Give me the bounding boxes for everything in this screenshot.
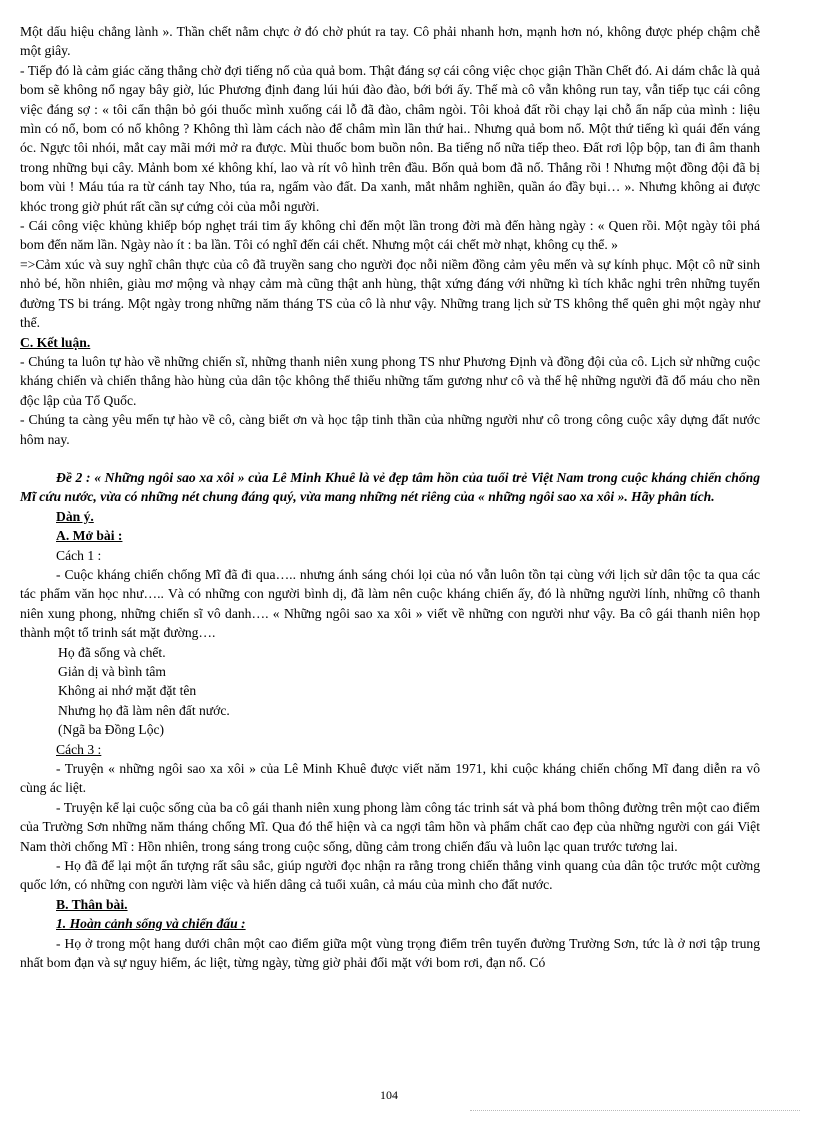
exam-question-title: Đề 2 : « Những ngôi sao xa xôi » của Lê Minh Khuê là vẻ đẹp tâm hồn của tuổi trẻ Việt Nam trong cuộc kháng chiến chống Mĩ cứu nước, vừa có những nét chung đáng quý, vừa mang những nét riêng của « những ngôi sao xa xôi ». Hãy phân tích. (20, 469, 760, 505)
subsection-heading: 1. Hoàn cảnh sống và chiến đấu : (56, 916, 246, 932)
paragraph: - Cái công việc khủng khiếp bóp nghẹt trái tim ấy không chỉ đến một lần trong đời mà đến hàng ngày : « Quen rồi. Một ngày tôi phá bom đến năm lần. Ngày nào ít : ba lần. Tôi có nghĩ đến cái chết. Nhưng một cái chết mờ nhạt, không cụ thể. » (20, 218, 760, 253)
paragraph: - Chúng ta càng yêu mến tự hào về cô, càng biết ơn và học tập tinh thần của những người như cô trong công cuộc xây dựng đất nước hôm nay. (20, 412, 760, 447)
paragraph: - Cuộc kháng chiến chống Mĩ đã đi qua….. nhưng ánh sáng chói lọi của nó vẫn luôn tồn tại cùng với lịch sử dân tộc ta qua các tác phẩm văn học như….. Và có những con người bình dị, đã làm nên cuộc kháng chiến ấy, đó là những người lính, những cô thanh niên xung phong, những chiến sĩ vô danh…. « Những ngôi sao xa xôi » viết về những con người như vậy. Ba cô gái thanh niên họp thành một tổ trinh sát mặt đường…. (20, 566, 760, 641)
outline-heading: Dàn ý. (56, 508, 94, 524)
paragraph: - Chúng ta luôn tự hào về những chiến sĩ, những thanh niên xung phong TS như Phương Định và đồng đội của cô. Lịch sử những cuộc kháng chiến và chiến thắng hào hùng của dân tộc không thể thiếu những tấm gương như cô và thế hệ những người đã đổ máu cho nền độc lập của Tổ Quốc. (20, 353, 760, 408)
paragraph: - Truyện « những ngôi sao xa xôi » của Lê Minh Khuê được viết năm 1971, khi cuộc kháng chiến chống Mĩ đang diễn ra vô cùng ác liệt. (20, 761, 760, 796)
poem-line: Giản dị và bình tâm (58, 664, 166, 679)
page-number: 104 (380, 1088, 398, 1102)
section-heading-a: A. Mở bài : (56, 528, 123, 544)
footer-dotted-line (470, 1110, 800, 1111)
method-label: Cách 1 : (56, 547, 102, 563)
poem-line: Họ đã sống và chết. (58, 644, 166, 660)
spacer (20, 449, 760, 468)
poem-source: (Ngã ba Đồng Lộc) (58, 722, 165, 738)
paragraph: Một dấu hiệu chẳng lành ». Thần chết nằm chực ở đó chờ phút ra tay. Cô phải nhanh hơn, mạnh hơn nó, không được phép chậm chễ một giây. (20, 24, 760, 59)
paragraph: - Tiếp đó là cảm giác căng thẳng chờ đợi tiếng nổ của quả bom. Thật đáng sợ cái công việc chọc giận Thần Chết đó. Ai dám chắc là quả bom sẽ không nổ ngay bây giờ, lúc Phương định đang lúi húi đào đào, bới bới ấy. Thế mà cô vẫn không run tay, vẫn tiếp tục cái công việc đáng sợ : « tôi cẩn thận bỏ gói thuốc mình xuống cái lỗ đã đào, châm ngòi. Tôi khoả đất rồi chạy lại chỗ ẩn nấp của mình : liệu mìn có nổ, bom có nổ không ? Không thì làm cách nào để châm mìn lần thứ hai.. Nhưng quả bom nổ. Một thứ tiếng kì quái đến váng óc. Ngực tôi nhói, mắt cay mãi mới mở ra được. Mùi thuốc bom buồn nôn. Ba tiếng nổ nữa tiếp theo. Đất rơi lộp bộp, tan đi âm thanh trong những bụi cây. Mảnh bom xé không khí, lao và rít vô hình trên đầu. Bốn quả bom đã nổ. Thắng rồi ! Nhưng một đồng đội đã bị bom vùi ! Máu túa ra từ cánh tay Nho, túa ra, ngấm vào đất. Da xanh, mắt nhắm nghiền, quần áo đầy bụi… ». Nhưng không ai được khóc trong giờ phút rất cần sự cứng cỏi của mỗi người. (20, 62, 760, 214)
section-heading-c: C. Kết luận. (20, 334, 91, 350)
poem-line: Không ai nhớ mặt đặt tên (58, 683, 197, 699)
section-heading-b: B. Thân bài. (56, 896, 128, 912)
paragraph: - Họ ở trong một hang dưới chân một cao điểm giữa một vùng trọng điểm trên tuyến đường Trường Sơn, tức là ở nơi tập trung nhất bom đạn và sự nguy hiểm, ác liệt, từng ngày, từng giờ phải đối mặt với bom rơi, đạn nổ. Có (20, 935, 760, 971)
paragraph: - Truyện kể lại cuộc sống của ba cô gái thanh niên xung phong làm công tác trinh sát và phá bom thông đường trên một cao điểm của Trường Sơn những năm tháng chống Mĩ. Qua đó thể hiện và ca ngợi tâm hồn và phẩm chất cao đẹp của những người con gái Việt Nam thời chống Mĩ : Hồn nhiên, trong sáng trong cuộc sống, dũng cảm trong chiến đấu và luôn lạc quan trước tương lai. (20, 799, 760, 854)
paragraph: =>Cảm xúc và suy nghĩ chân thực của cô đã truyền sang cho người đọc nỗi niềm đồng cảm yêu mến và sự kính phục. Một cô nữ sinh nhỏ bé, hồn nhiên, giàu mơ mộng và nhạy cảm mà cũng thật anh hùng, thật xứng đáng với những kì tích khắc nghi trên những tuyến đường TS bi tráng. Một ngày trong những năm tháng TS của cô là như vậy. Những trang lịch sử TS không thể quên ghi một ngày như thế. (20, 256, 760, 331)
document-body (20, 22, 760, 973)
method-label: Cách 3 : (56, 741, 102, 757)
paragraph: - Họ đã để lại một ấn tượng rất sâu sắc, giúp người đọc nhận ra rằng trong chiến thắng vinh quang của dân tộc trước một cường quốc lớn, có những con người làm việc và hiến dâng cả tuổi xuân, cả máu của mình cho đất nước. (20, 858, 760, 893)
poem-line: Nhưng họ đã làm nên đất nước. (58, 702, 230, 718)
